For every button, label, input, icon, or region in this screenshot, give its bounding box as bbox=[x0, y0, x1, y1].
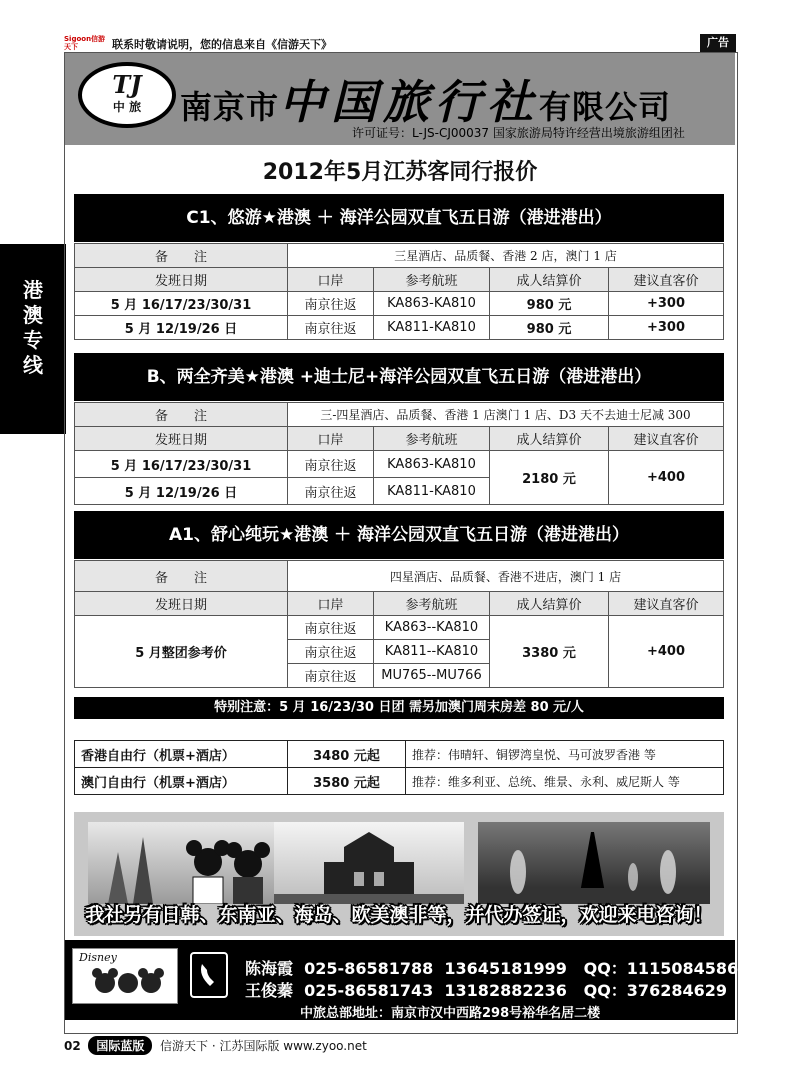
table-row: 5 月 16/17/23/30/31 南京往返 KA863-KA810 980 元 +300 bbox=[75, 292, 724, 316]
table-row: 5 月 16/17/23/30/31 南京往返 KA863-KA810 2180 元 +400 bbox=[75, 451, 724, 478]
eiffel-tower-photo bbox=[478, 822, 710, 904]
brand-logo: Sigoon信游天下 bbox=[64, 35, 106, 51]
side-tab-hk-macau[interactable] bbox=[0, 244, 66, 434]
table-row: 5 月 12/19/26 日 南京往返 KA811-KA810 bbox=[75, 478, 724, 505]
phone-icon bbox=[190, 952, 228, 998]
table-row: 5 月 12/19/26 日 南京往返 KA811-KA810 980 元 +300 bbox=[75, 316, 724, 340]
promo-banner: 我社另有日韩、东南亚、海岛、欧美澳非等，并代办签证，欢迎来电咨询！ bbox=[85, 904, 713, 926]
disney-logo: Disney bbox=[72, 948, 178, 1004]
ad-label: 广告 bbox=[700, 34, 736, 52]
company-name: 南京市中国旅行社有限公司 bbox=[180, 75, 672, 129]
page-title: 2012年5月江苏客同行报价 bbox=[262, 160, 538, 185]
contact-line-1: 陈海霞 025-86581788 13645181999 QQ：1115084586 bbox=[245, 959, 739, 978]
table-row: 香港自由行（机票+酒店） 3480 元起 推荐：伟晴轩、铜锣湾皇悦、马可波罗香港 等 bbox=[75, 741, 724, 768]
license-number: 许可证号：L-JS-CJ00037 国家旅游局特许经营出境旅游组团社 bbox=[352, 126, 685, 140]
company-emblem-icon: TJ 中 旅 bbox=[78, 62, 176, 128]
ruins-of-st-paul-photo bbox=[274, 822, 464, 904]
package-table-c1: 备 注 三星酒店、品质餐、香港 2 店，澳门 1 店 发班日期 口岸 参考航班 成人结算价 建议直客价 5 月 16/17/23/30/31 南京往返 KA863-KA810 980 元 +300 5 月 12/19/26 日 南京往返 KA811-KA810 980 元 +300 bbox=[74, 243, 724, 340]
address: 中旅总部地址：南京市汉中西路298号裕华名居二楼 bbox=[300, 1006, 601, 1021]
table-row: 南京往返 KA811--KA810 bbox=[75, 640, 724, 664]
disneyland-photo bbox=[88, 822, 274, 904]
table-row: 南京往返 MU765--MU766 bbox=[75, 664, 724, 688]
package-table-b: 备 注 三-四星酒店、品质餐、香港 1 店澳门 1 店、D3 天不去迪士尼减 300 发班日期 口岸 参考航班 成人结算价 建议直客价 5 月 16/17/23/30/31 南京往返 KA863-KA810 2180 元 +400 5 月 12/19/26 日 南京往返 KA811-KA810 bbox=[74, 402, 724, 505]
top-notice: 联系时敬请说明，您的信息来自《信游天下》 bbox=[112, 38, 332, 51]
page-footer: 02 国际蓝版 信游天下 · 江苏国际版 www.zyoo.net bbox=[64, 1036, 367, 1055]
package-table-a1: 备 注 四星酒店、品质餐、香港不进店，澳门 1 店 发班日期 口岸 参考航班 成人结算价 建议直客价 5 月整团参考价 南京往返 KA863--KA810 3380 元 +400 南京往返 KA811--KA810 南京往返 MU765--MU766 bbox=[74, 560, 724, 688]
package-title-b: B、两全齐美★港澳 +迪士尼+海洋公园双直飞五日游（港进港出） bbox=[74, 353, 724, 401]
side-tab-label: 港 澳 专 线 bbox=[23, 278, 43, 377]
special-note: 特别注意：5 月 16/23/30 日团 需另加澳门周末房差 80 元/人 bbox=[74, 697, 724, 719]
contact-line-2: 王俊蓁 025-86581743 13182882236 QQ：376284629 bbox=[245, 981, 727, 1000]
edition-badge: 国际蓝版 bbox=[88, 1036, 152, 1055]
package-title-a1: A1、舒心纯玩★港澳 ＋ 海洋公园双直飞五日游（港进港出） bbox=[74, 511, 724, 559]
free-travel-table bbox=[74, 740, 724, 795]
table-row: 5 月整团参考价 南京往返 KA863--KA810 3380 元 +400 bbox=[75, 616, 724, 640]
package-title-c1: C1、悠游★港澳 ＋ 海洋公园双直飞五日游（港进港出） bbox=[74, 194, 724, 242]
table-row: 澳门自由行（机票+酒店） 3580 元起 推荐：维多利亚、总统、维景、永利、威尼斯人 等 bbox=[75, 768, 724, 795]
